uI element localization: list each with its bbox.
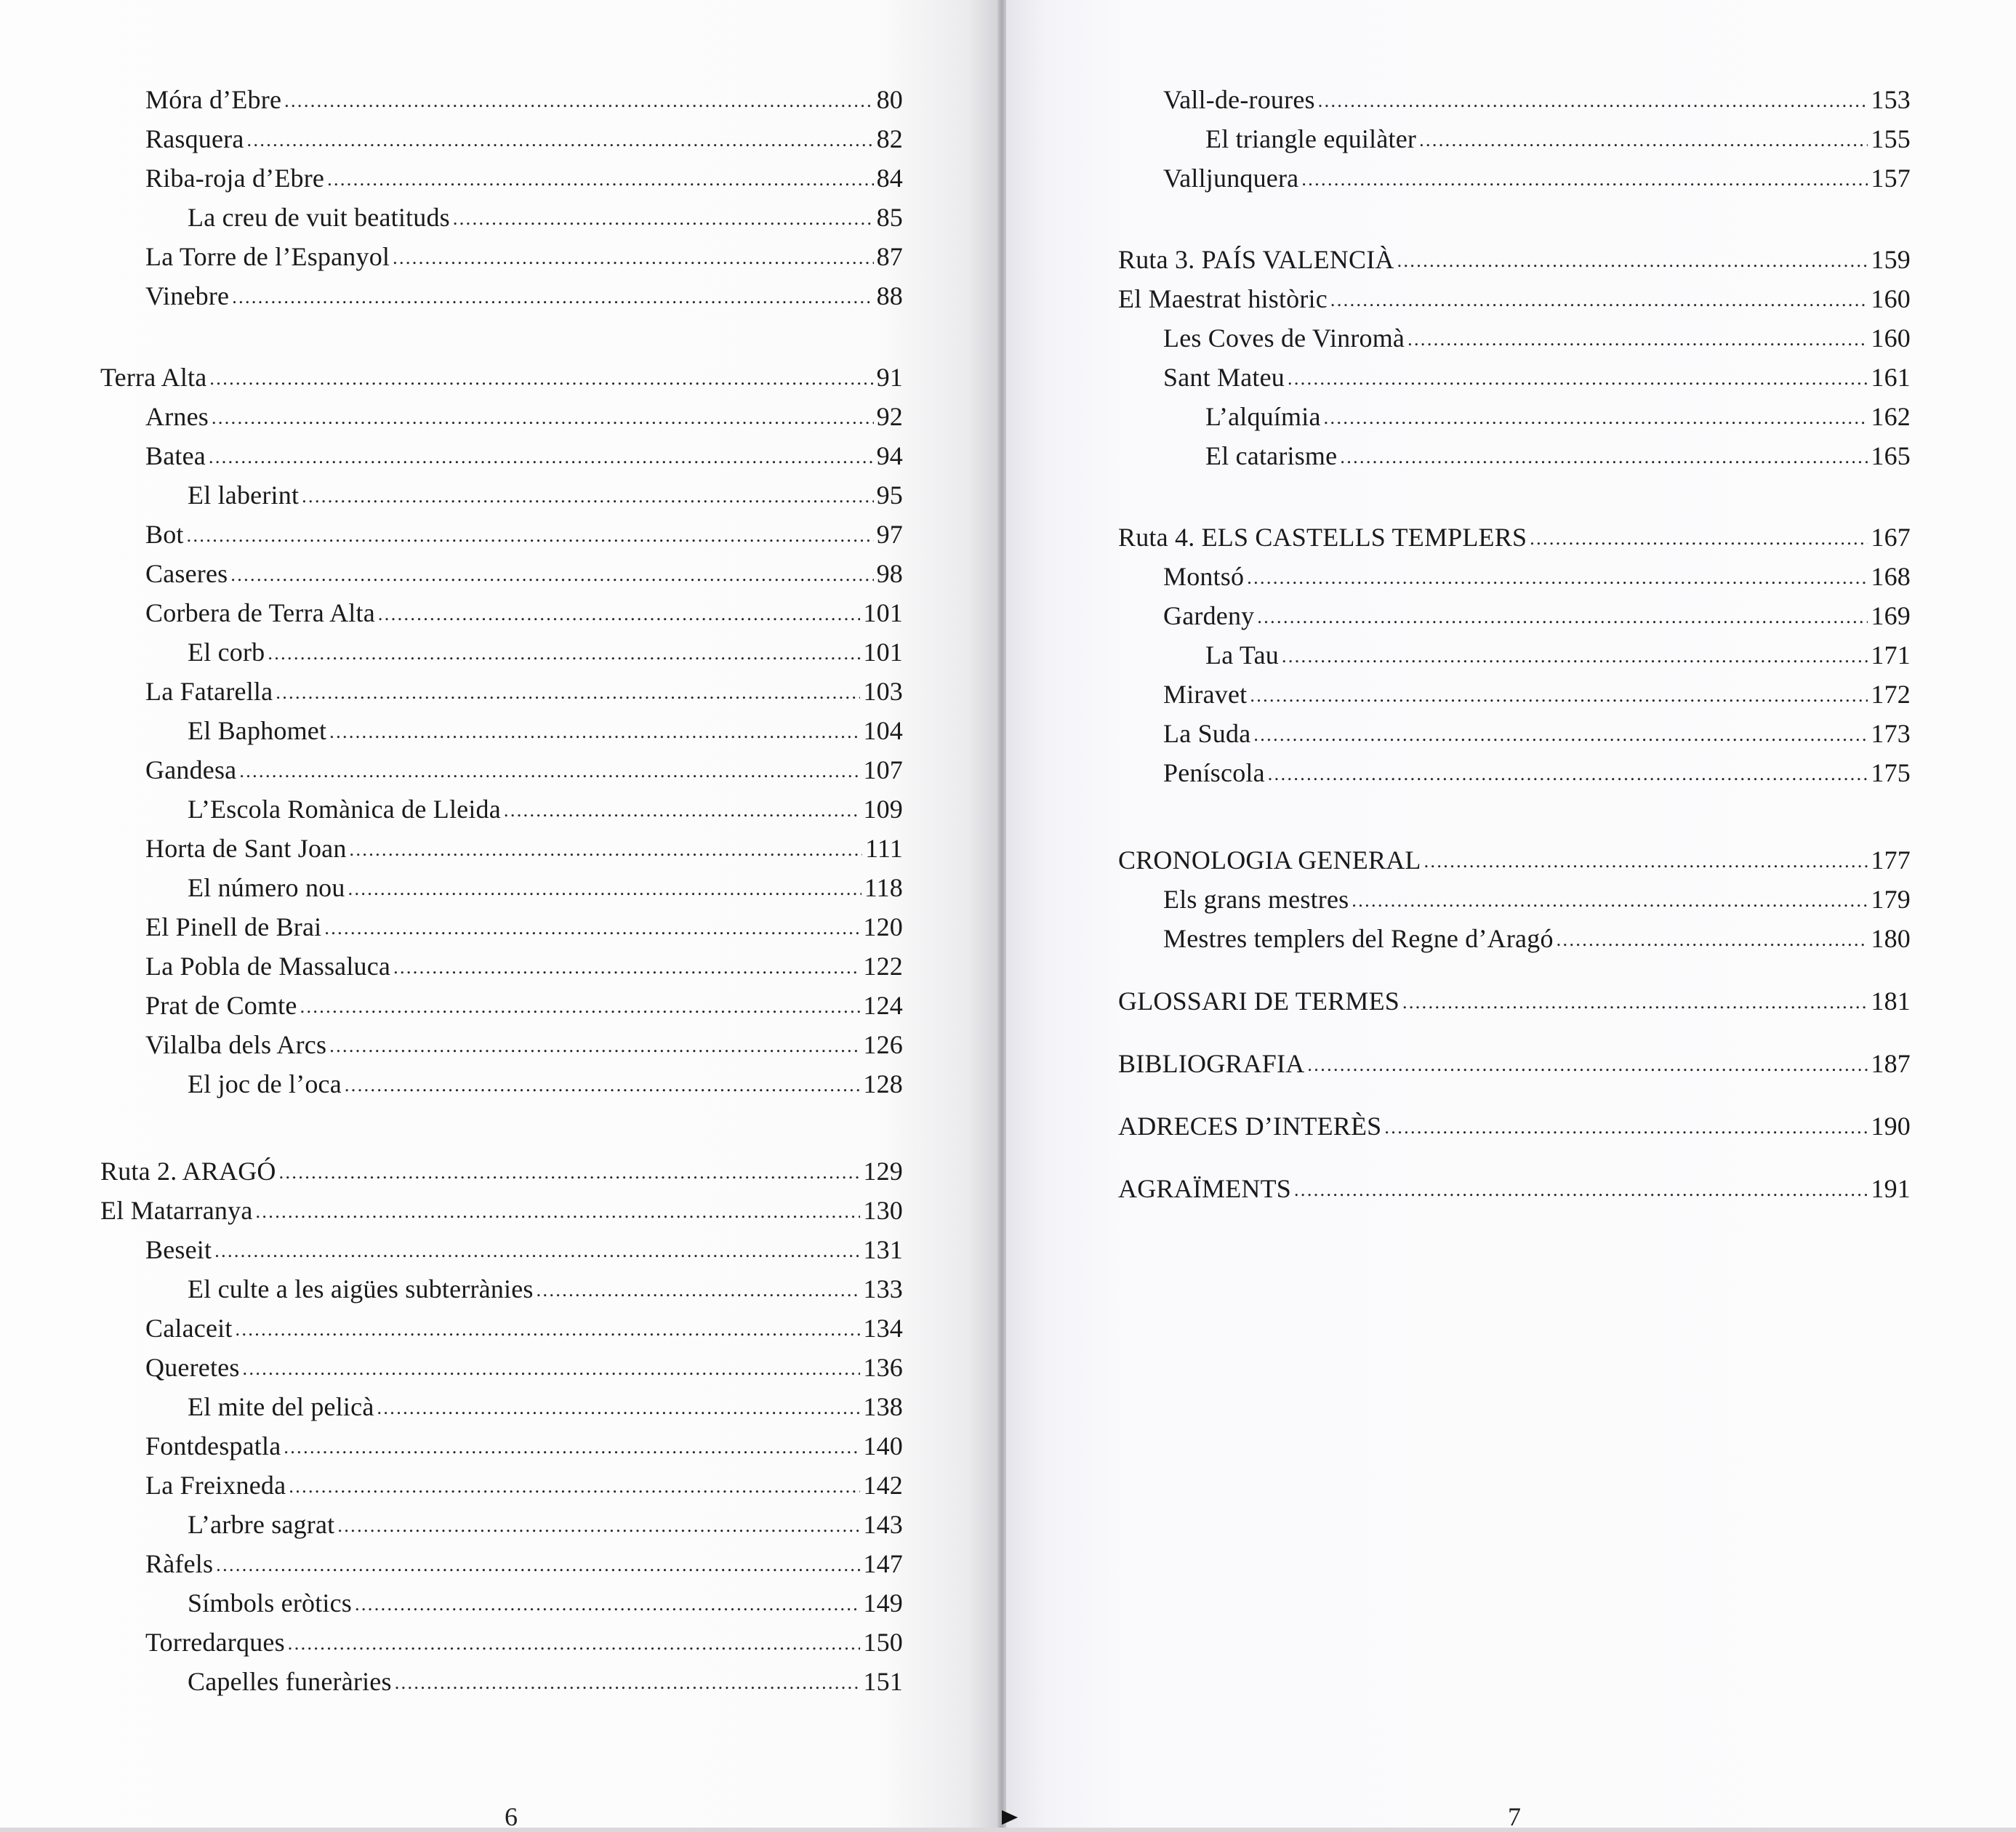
toc-entry-title: Símbols eròtics (188, 1588, 352, 1618)
dot-leader (1301, 157, 1868, 199)
toc-entry-page-number: 87 (876, 242, 903, 271)
dot-leader (276, 670, 860, 712)
toc-entry-title: Calaceit (145, 1314, 233, 1343)
dot-leader (1250, 673, 1868, 715)
dot-leader (1294, 1168, 1868, 1210)
toc-entry (100, 1152, 903, 1191)
dot-leader (350, 827, 863, 869)
toc-entry (1118, 596, 1911, 635)
dot-leader (1424, 839, 1868, 881)
toc-entry-page-number: 142 (863, 1471, 903, 1500)
dot-leader (324, 906, 860, 948)
toc-entry-page-number: 177 (1871, 845, 1911, 875)
toc-entry-title: Arnes (145, 402, 209, 431)
toc-entry-title: El catarisme (1205, 441, 1338, 470)
dot-leader (209, 356, 873, 398)
toc-entry-title: La Fatarella (145, 677, 273, 706)
toc-entry-title: Ràfels (145, 1549, 214, 1578)
toc-entry (100, 1348, 903, 1387)
dot-leader (230, 553, 873, 595)
dot-leader (288, 1621, 861, 1663)
toc-entry-title: El mite del pelicà (188, 1392, 374, 1421)
dot-leader (268, 631, 860, 673)
toc-entry-page-number: 120 (863, 912, 903, 941)
toc-entry-title: El Matarranya (100, 1196, 253, 1225)
dot-leader (187, 513, 874, 555)
toc-entry (1118, 318, 1911, 358)
toc-entry (100, 158, 903, 198)
toc-entry (1118, 436, 1911, 475)
toc-entry-title: Vilalba dels Arcs (145, 1030, 327, 1059)
dot-leader (393, 236, 873, 278)
toc-entry (100, 1662, 903, 1701)
toc-entry (1118, 518, 1911, 557)
toc-entry (1118, 358, 1911, 397)
toc-entry (1118, 240, 1911, 279)
dot-leader (1253, 712, 1868, 755)
toc-entry-title: Corbera de Terra Alta (145, 598, 375, 627)
toc-entry-page-number: 95 (876, 481, 903, 510)
dot-leader (1530, 516, 1868, 558)
dot-leader (1268, 752, 1868, 794)
toc-entry-page-number: 140 (863, 1431, 903, 1461)
toc-entry-title: Montsó (1163, 562, 1245, 591)
toc-entry (1118, 714, 1911, 753)
toc-entry-title: El corb (188, 638, 265, 667)
toc-entry (1118, 675, 1911, 714)
toc-entry-page-number: 122 (863, 952, 903, 981)
toc-entry-page-number: 138 (863, 1392, 903, 1421)
toc-entry-page-number: 167 (1871, 523, 1911, 552)
toc-entry-title: La Tau (1205, 640, 1279, 670)
table-of-contents-left (100, 80, 903, 1701)
dot-leader (355, 1582, 860, 1624)
toc-entry-title: AGRAÏMENTS (1118, 1174, 1292, 1203)
toc-entry-title: Els grans mestres (1163, 885, 1349, 914)
toc-entry (1118, 635, 1911, 675)
toc-entry-title: Miravet (1163, 680, 1248, 709)
dot-leader (236, 1307, 861, 1349)
dot-leader (1307, 1042, 1868, 1085)
dot-leader (212, 395, 874, 438)
toc-entry-page-number: 126 (863, 1030, 903, 1059)
toc-entry (100, 1426, 903, 1466)
toc-entry-page-number: 160 (1871, 284, 1911, 313)
dot-leader (1288, 356, 1868, 398)
toc-entry-title: Vinebre (145, 281, 230, 310)
dot-leader (214, 1229, 860, 1271)
dot-leader (1397, 238, 1868, 281)
toc-entry-page-number: 159 (1871, 245, 1911, 274)
toc-entry (1118, 557, 1911, 596)
toc-entry-title: La Suda (1163, 719, 1251, 748)
toc-entry-title: GLOSSARI DE TERMES (1118, 987, 1399, 1016)
toc-entry (100, 1230, 903, 1269)
toc-entry-title: La Freixneda (145, 1471, 286, 1500)
toc-entry-title: Rasquera (145, 124, 244, 153)
toc-entry-title: El culte a les aigües subterrànies (188, 1274, 534, 1303)
dot-leader (232, 275, 873, 317)
toc-entry-title: Mestres templers del Regne d’Aragó (1163, 924, 1554, 953)
dot-leader (329, 710, 860, 752)
dot-leader (378, 592, 861, 634)
toc-entry-title: Valljunquera (1163, 164, 1299, 193)
toc-entry-title: ADRECES D’INTERÈS (1118, 1112, 1382, 1141)
toc-entry (100, 672, 903, 711)
toc-entry-page-number: 157 (1871, 164, 1911, 193)
dot-leader (256, 1189, 861, 1232)
dot-leader (1324, 395, 1868, 438)
toc-entry-page-number: 160 (1871, 324, 1911, 353)
toc-entry-title: Les Coves de Vinromà (1163, 324, 1405, 353)
toc-entry (100, 554, 903, 593)
table-of-contents-right (1118, 80, 1911, 1208)
toc-entry (1118, 880, 1911, 919)
toc-entry-page-number: 118 (864, 873, 903, 902)
toc-entry-title: La creu de vuit beatituds (188, 203, 450, 232)
toc-entry-page-number: 134 (863, 1314, 903, 1343)
toc-entry-title: L’arbre sagrat (188, 1510, 335, 1539)
book-gutter (997, 0, 1006, 1828)
toc-entry-title: Bot (145, 520, 184, 549)
dot-leader (348, 867, 862, 909)
toc-entry-title: Batea (145, 441, 206, 470)
toc-entry-page-number: 124 (863, 991, 903, 1020)
toc-entry (100, 593, 903, 632)
page-folio-left: 6 (505, 1802, 518, 1831)
toc-entry-page-number: 169 (1871, 601, 1911, 630)
toc-entry-page-number: 173 (1871, 719, 1911, 748)
toc-entry-page-number: 131 (863, 1235, 903, 1264)
dot-leader (1257, 595, 1868, 637)
toc-entry-title: Beseit (145, 1235, 212, 1264)
toc-entry-title: Terra Alta (100, 363, 207, 392)
toc-entry (100, 711, 903, 750)
dot-leader (1282, 634, 1868, 676)
toc-entry (1118, 279, 1911, 318)
toc-entry (100, 829, 903, 868)
toc-entry-title: El Maestrat històric (1118, 284, 1328, 313)
toc-entry (1118, 1169, 1911, 1208)
toc-entry-page-number: 179 (1871, 885, 1911, 914)
toc-entry (100, 790, 903, 829)
toc-entry-title: El laberint (188, 481, 300, 510)
dot-leader (345, 1063, 860, 1105)
dot-leader (243, 1346, 861, 1389)
dot-leader (1247, 555, 1868, 598)
toc-entry-title: Horta de Sant Joan (145, 834, 347, 863)
toc-entry (100, 1269, 903, 1309)
toc-entry-page-number: 84 (876, 164, 903, 193)
toc-entry-title: Gandesa (145, 755, 237, 784)
dot-leader (284, 79, 873, 121)
dot-leader (537, 1268, 861, 1310)
left-page (0, 0, 997, 1831)
toc-entry-title: Ruta 4. ELS CASTELLS TEMPLERS (1118, 523, 1527, 552)
toc-entry (100, 1309, 903, 1348)
toc-entry (100, 198, 903, 237)
toc-entry-title: El número nou (188, 873, 345, 902)
toc-entry-title: Vall-de-roures (1163, 85, 1315, 114)
toc-entry (100, 119, 903, 158)
toc-entry-page-number: 168 (1871, 562, 1911, 591)
toc-entry-page-number: 172 (1871, 680, 1911, 709)
toc-entry-title: La Pobla de Massaluca (145, 952, 391, 981)
toc-entry-title: Queretes (145, 1353, 240, 1382)
toc-entry-page-number: 104 (863, 716, 903, 745)
toc-entry-page-number: 162 (1871, 402, 1911, 431)
toc-entry (100, 986, 903, 1025)
toc-entry (100, 1583, 903, 1623)
toc-entry-page-number: 133 (863, 1274, 903, 1303)
toc-entry (100, 475, 903, 515)
toc-entry-page-number: 190 (1871, 1112, 1911, 1141)
right-page (1006, 0, 2016, 1831)
toc-entry (100, 276, 903, 316)
toc-entry-title: La Torre de l’Espanyol (145, 242, 390, 271)
toc-entry-page-number: 150 (863, 1628, 903, 1657)
toc-entry-page-number: 143 (863, 1510, 903, 1539)
toc-entry-page-number: 149 (863, 1588, 903, 1618)
dot-leader (284, 1425, 860, 1467)
toc-entry (100, 515, 903, 554)
toc-entry (100, 1387, 903, 1426)
toc-entry-page-number: 161 (1871, 363, 1911, 392)
toc-entry-title: Torredarques (145, 1628, 285, 1657)
dot-leader (329, 1024, 860, 1066)
toc-entry-title: Riba-roja d’Ebre (145, 164, 325, 193)
dot-leader (393, 945, 860, 987)
toc-entry-page-number: 111 (865, 834, 903, 863)
toc-entry-page-number: 94 (876, 441, 903, 470)
dot-leader (337, 1503, 860, 1546)
toc-entry (1118, 840, 1911, 880)
toc-entry-title: El joc de l’oca (188, 1069, 342, 1098)
toc-entry-title: Capelles funeràries (188, 1667, 392, 1696)
toc-entry-page-number: 130 (863, 1196, 903, 1225)
toc-entry-page-number: 187 (1871, 1049, 1911, 1078)
toc-entry-page-number: 147 (863, 1549, 903, 1578)
toc-entry-page-number: 80 (876, 85, 903, 114)
toc-entry-page-number: 151 (863, 1667, 903, 1696)
dot-leader (1352, 878, 1868, 920)
toc-entry-page-number: 165 (1871, 441, 1911, 470)
dot-leader (1402, 980, 1868, 1022)
toc-entry-title: L’Escola Romànica de Lleida (188, 795, 501, 824)
toc-entry (100, 436, 903, 475)
dot-leader (1340, 435, 1868, 477)
toc-entry-page-number: 101 (863, 598, 903, 627)
page-folio-right: 7 (1508, 1802, 1521, 1831)
toc-entry-page-number: 98 (876, 559, 903, 588)
toc-entry-title: Fontdespatla (145, 1431, 281, 1461)
toc-entry-page-number: 91 (876, 363, 903, 392)
toc-entry (100, 1466, 903, 1505)
toc-entry-page-number: 155 (1871, 124, 1911, 153)
toc-entry (100, 750, 903, 790)
dot-leader (453, 196, 874, 238)
toc-entry-title: El Pinell de Brai (145, 912, 322, 941)
toc-entry-title: Prat de Comte (145, 991, 297, 1020)
toc-entry-page-number: 103 (863, 677, 903, 706)
dot-leader (209, 435, 874, 477)
dot-leader (327, 157, 873, 199)
toc-entry (100, 237, 903, 276)
toc-entry-page-number: 128 (863, 1069, 903, 1098)
toc-entry-page-number: 175 (1871, 758, 1911, 787)
dot-leader (1557, 917, 1868, 960)
toc-entry-page-number: 109 (863, 795, 903, 824)
toc-entry-page-number: 85 (876, 203, 903, 232)
toc-entry-title: El triangle equilàter (1205, 124, 1417, 153)
toc-entry-title: Peníscola (1163, 758, 1265, 787)
toc-entry-page-number: 171 (1871, 640, 1911, 670)
dot-leader (504, 788, 860, 830)
dot-leader (1330, 278, 1868, 320)
toc-entry (100, 1505, 903, 1544)
toc-entry (100, 397, 903, 436)
toc-entry (1118, 919, 1911, 958)
dot-leader (300, 984, 861, 1027)
toc-entry (100, 907, 903, 947)
toc-entry (100, 1025, 903, 1064)
toc-entry-page-number: 180 (1871, 924, 1911, 953)
dot-leader (1407, 317, 1868, 359)
toc-entry (1118, 158, 1911, 198)
toc-entry (1118, 1106, 1911, 1146)
toc-entry-page-number: 191 (1871, 1174, 1911, 1203)
dot-leader (247, 118, 874, 160)
toc-entry (1118, 119, 1911, 158)
toc-entry (100, 947, 903, 986)
toc-entry-page-number: 107 (863, 755, 903, 784)
toc-entry-page-number: 153 (1871, 85, 1911, 114)
dot-leader (216, 1543, 860, 1585)
toc-entry (1118, 981, 1911, 1021)
dot-leader (1384, 1105, 1868, 1147)
toc-entry-title: El Baphomet (188, 716, 327, 745)
toc-entry (100, 632, 903, 672)
toc-entry-page-number: 97 (876, 520, 903, 549)
toc-entry (1118, 80, 1911, 119)
dot-leader (279, 1150, 861, 1192)
toc-entry (1118, 1044, 1911, 1083)
toc-entry (100, 1544, 903, 1583)
toc-entry (100, 1191, 903, 1230)
dot-leader (377, 1386, 861, 1428)
toc-entry-title: Móra d’Ebre (145, 85, 282, 114)
toc-entry (100, 358, 903, 397)
dot-leader (395, 1660, 861, 1703)
toc-entry-title: Caseres (145, 559, 228, 588)
toc-entry (1118, 397, 1911, 436)
toc-entry (100, 1064, 903, 1104)
dot-leader (302, 474, 873, 516)
toc-entry-title: Gardeny (1163, 601, 1255, 630)
toc-entry (1118, 753, 1911, 792)
toc-entry-page-number: 129 (863, 1157, 903, 1186)
dot-leader (289, 1464, 860, 1506)
toc-entry (100, 868, 903, 907)
toc-entry-title: Sant Mateu (1163, 363, 1285, 392)
toc-entry-page-number: 88 (876, 281, 903, 310)
dot-leader (1318, 79, 1868, 121)
dot-leader (1419, 118, 1868, 160)
dot-leader (239, 749, 860, 791)
scan-marker-icon (1002, 1810, 1018, 1825)
toc-entry (100, 80, 903, 119)
toc-entry-page-number: 136 (863, 1353, 903, 1382)
toc-entry-page-number: 101 (863, 638, 903, 667)
toc-entry-page-number: 82 (876, 124, 903, 153)
toc-entry-title: Ruta 2. ARAGÓ (100, 1157, 276, 1186)
toc-entry-title: CRONOLOGIA GENERAL (1118, 845, 1421, 875)
toc-entry-page-number: 92 (876, 402, 903, 431)
toc-entry-title: BIBLIOGRAFIA (1118, 1049, 1305, 1078)
toc-entry-title: L’alquímia (1205, 402, 1321, 431)
toc-entry-page-number: 181 (1871, 987, 1911, 1016)
toc-entry (100, 1623, 903, 1662)
toc-entry-title: Ruta 3. PAÍS VALENCIÀ (1118, 245, 1394, 274)
